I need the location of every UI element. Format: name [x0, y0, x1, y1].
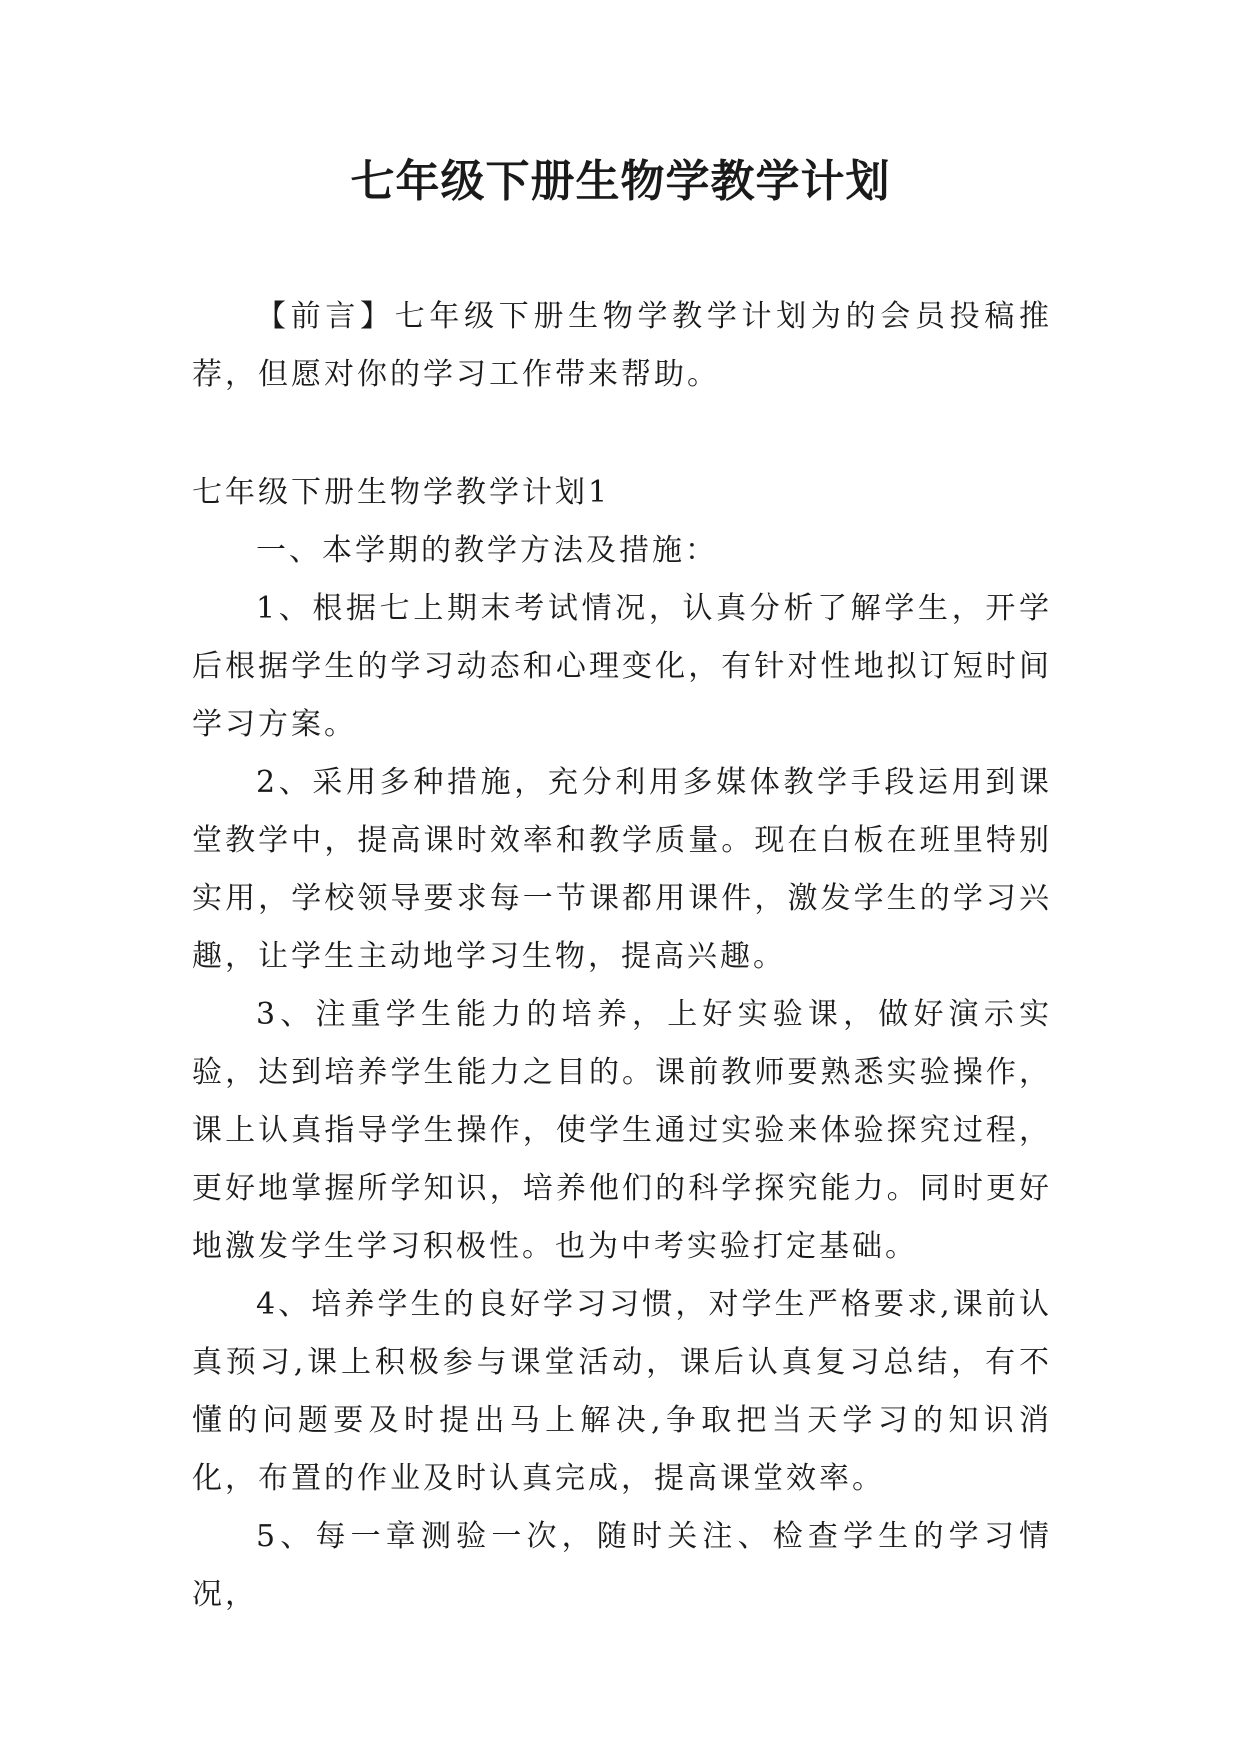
- preface-paragraph: 【前言】七年级下册生物学教学计划为的会员投稿推荐，但愿对你的学习工作带来帮助。: [192, 299, 1052, 392]
- content-paragraphs: [192, 580, 1052, 1624]
- plan-heading: 七年级下册生物学教学计划1: [192, 475, 611, 510]
- paragraph-5: 5、每一章测验一次，随时关注、检查学生的学习情况，: [192, 1519, 1052, 1612]
- document-title: 七年级下册生物学教学计划: [350, 156, 891, 207]
- paragraph-1: 1、根据七上期末考试情况，认真分析了解学生，开学后根据学生的学习动态和心理变化，有针对性地拟订短时间学习方案。: [192, 591, 1052, 742]
- paragraph-4: 4、培养学生的良好学习习惯，对学生严格要求,课前认真预习,课上积极参与课堂活动，课后认真复习总结，有不懂的问题要及时提出马上解决,争取把当天学习的知识消化，布置的作业及时认真完成，提高课堂效率。: [192, 1287, 1052, 1496]
- paragraph-2: 2、采用多种措施，充分利用多媒体教学手段运用到课堂教学中，提高课时效率和教学质量。现在白板在班里特别实用，学校领导要求每一节课都用课件，激发学生的学习兴趣，让学生主动地学习生物，提高兴趣。: [192, 765, 1052, 974]
- paragraph-3: 3、注重学生能力的培养，上好实验课，做好演示实验，达到培养学生能力之目的。课前教师要熟悉实验操作，课上认真指导学生操作，使学生通过实验来体验探究过程，更好地掌握所学知识，培养他们的科学探究能力。同时更好地激发学生学习积极性。也为中考实验打定基础。: [192, 997, 1052, 1264]
- section-heading: 一、本学期的教学方法及措施：: [256, 533, 718, 568]
